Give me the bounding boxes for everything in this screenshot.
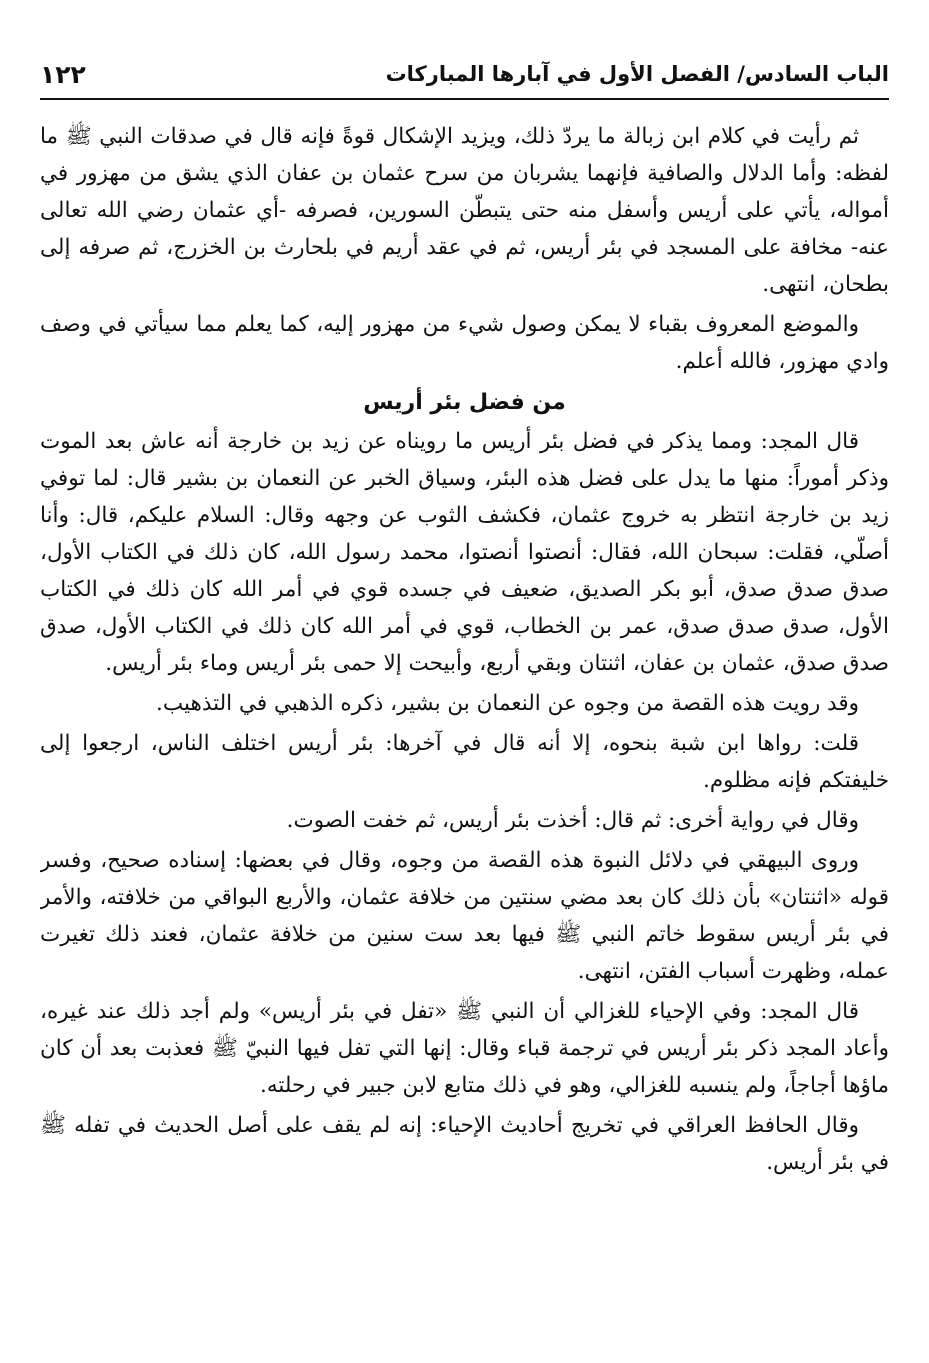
paragraph: وقال الحافظ العراقي في تخريج أحاديث الإحياء: إنه لم يقف على أصل الحديث في تفله ﷺ في بئر أريس. bbox=[40, 1113, 889, 1175]
page-number: ١٢٢ bbox=[40, 59, 86, 89]
paragraph: قلت: رواها ابن شبة بنحوه، إلا أنه قال في آخرها: بئر أريس اختلف الناس، ارجعوا إلى خليفتكم فإنه مظلوم. bbox=[40, 731, 889, 793]
section-heading: من فضل بئر أريس bbox=[363, 390, 566, 415]
paragraph: قال المجد: وفي الإحياء للغزالي أن النبي ﷺ «تفل في بئر أريس» ولم أجد ذلك عند غيره، وأعاد المجد ذكر بئر أريس في ترجمة قباء وقال: إنها التي تفل فيها النبيّ ﷺ فعذبت بعد أن كان ماؤها أجاجاً، ولم ينسبه للغزالي، وهو في ذلك متابع لابن جبير في رحلته. bbox=[40, 999, 889, 1098]
running-title: الباب السادس/ الفصل الأول في آبارها المباركات bbox=[385, 62, 889, 86]
paragraph: وروى البيهقي في دلائل النبوة هذه القصة من وجوه، وقال في بعضها: إسناده صحيح، وفسر قوله «اثنتان» بأن ذلك كان بعد مضي سنتين من خلافة عثمان، والأربع البواقي من خلافته، والأمر في بئر أريس سقوط خاتم النبي ﷺ فيها بعد ست سنين من خلافة عثمان، فعند ذلك تغيرت عمله، وظهرت أسباب الفتن، انتهى. bbox=[40, 848, 889, 984]
paragraph: ثم رأيت في كلام ابن زبالة ما يردّ ذلك، ويزيد الإشكال قوةً فإنه قال في صدقات النبي ﷺ ما لفظه: وأما الدلال والصافية فإنهما يشربان من سرح عثمان بن عفان الذي يشق من مهزور في أمواله، يأتي على أريس وأسفل منه حتى يتبطّن السورين، فصرفه -أي عثمان رضي الله تعالى عنه- مخافة على المسجد في بئر أريس، ثم في عقد أريم في بلحارث بن الخزرج، ثم صرفه إلى بطحان، انتهى. bbox=[40, 124, 889, 297]
paragraph: وقال في رواية أخرى: ثم قال: أخذت بئر أريس، ثم خفت الصوت. bbox=[286, 808, 859, 833]
header-divider bbox=[40, 98, 889, 100]
paragraph: قال المجد: ومما يذكر في فضل بئر أريس ما رويناه عن زيد بن خارجة أنه عاش بعد الموت وذكر أموراً: منها ما يدل على فضل هذه البئر، وسياق الخبر عن النعمان بن بشير قال: لما توفي زيد بن خارجة انتظر به خروج عثمان، فكشف الثوب عن وجهه وقال: السلام عليكم، قال: وأنا أصلّي، فقلت: سبحان الله، فقال: أنصتوا أنصتوا، محمد رسول الله، كان ذلك في الكتاب الأول، صدق صدق صدق، أبو بكر الصديق، ضعيف في جسده قوي في أمر الله كان ذلك في الكتاب الأول، صدق صدق صدق، عمر بن الخطاب، قوي في أمر الله كان ذلك في الكتاب الأول، صدق صدق صدق، عثمان بن عفان، اثنتان وبقي أربع، وأبيحت إلا حمى بئر أريس وماء بئر أريس. bbox=[40, 429, 889, 676]
paragraph: وقد رويت هذه القصة من وجوه عن النعمان بن بشير، ذكره الذهبي في التذهيب. bbox=[156, 691, 859, 716]
running-header bbox=[40, 54, 889, 94]
paragraph: والموضع المعروف بقباء لا يمكن وصول شيء من مهزور إليه، كما يعلم مما سيأتي في وصف وادي مهزور، فالله أعلم. bbox=[40, 312, 889, 374]
body-text bbox=[40, 118, 889, 1333]
